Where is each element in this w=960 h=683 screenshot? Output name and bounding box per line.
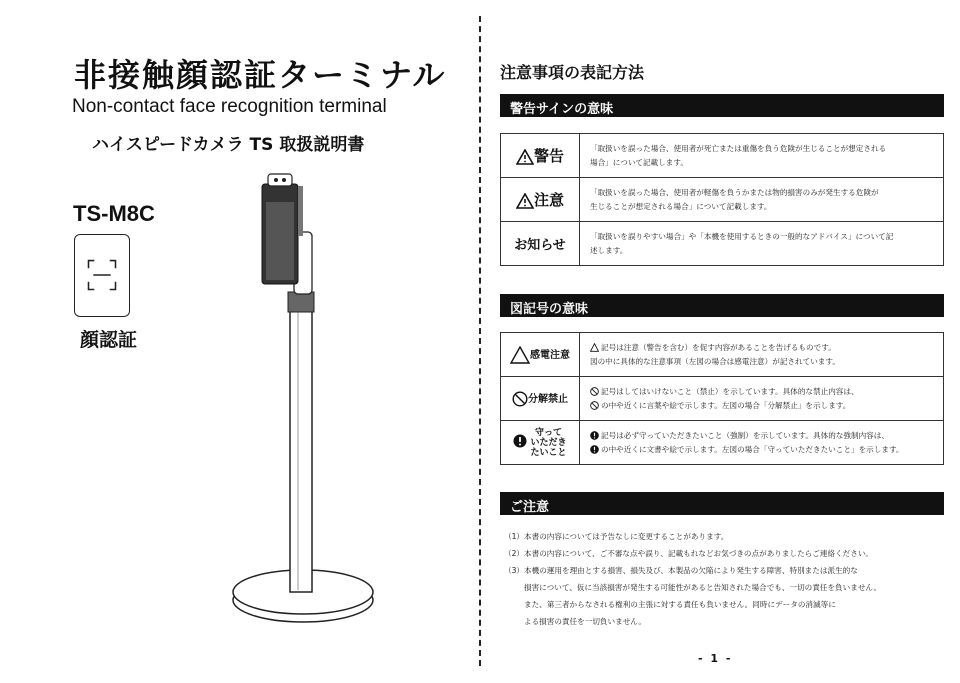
electric-shock-label: 感電注意 bbox=[501, 333, 580, 377]
shock-caution-triangle-icon bbox=[510, 346, 530, 364]
triangle-mark-icon bbox=[590, 343, 599, 352]
caution-description: 「取扱いを誤った場合、使用者が軽傷を負うかまたは物的損害のみが発生する危険が 生じることが想定される場合」について記載します。 bbox=[580, 178, 944, 222]
warning-signs-table bbox=[500, 133, 944, 266]
prohibited-mark-icon bbox=[590, 401, 599, 410]
face-recognition-icon bbox=[74, 234, 130, 317]
warning-label: 警告 bbox=[501, 134, 580, 178]
list-item: 損害について、仮に当該損害が発生する可能性があると告知された場合でも、一切の責任を負いません。 bbox=[524, 583, 882, 592]
warning-signs-header: 警告サインの意味 bbox=[500, 94, 944, 117]
table-row bbox=[501, 134, 944, 178]
disassembly-prohibited-label: 分解禁止 bbox=[501, 377, 580, 421]
mandatory-label: 守って いただき たいこと bbox=[501, 421, 580, 465]
table-row bbox=[501, 222, 944, 266]
page-number: - 1 - bbox=[698, 652, 733, 665]
list-item: よる損害の責任を一切負いません。 bbox=[524, 617, 646, 626]
mandatory-description: 記号は必ず守っていただきたいこと（強制）を示しています。具体的な強制内容は、 の中や近くに文書や絵で示します。左図の場合「守っていただきたいこと」を示します。 bbox=[580, 421, 944, 465]
disassembly-prohibited-description: 記号はしてはいけないこと（禁止）を示しています。具体的な禁止内容は、 の中や近くに言葉や絵で示します。左図の場合「分解禁止」を示します。 bbox=[580, 377, 944, 421]
prohibited-icon bbox=[512, 391, 528, 407]
notice-label: お知らせ bbox=[501, 222, 580, 266]
warning-description: 「取扱いを誤った場合、使用者が死亡または重傷を負う危険が生じることが想定される 場合」について記載します。 bbox=[580, 134, 944, 178]
face-recognition-label: 顔認証 bbox=[80, 329, 138, 351]
list-item: また、第三者からなされる権利の主張に対する責任も負いません。同時にデータの消滅等に bbox=[524, 600, 836, 609]
mandatory-mark-icon bbox=[590, 445, 599, 454]
table-row bbox=[501, 421, 944, 465]
warning-triangle-icon bbox=[516, 149, 534, 165]
mandatory-mark-icon bbox=[590, 431, 599, 440]
notice-list bbox=[504, 528, 944, 630]
subtitle-english: Non-contact face recognition terminal bbox=[72, 96, 387, 117]
table-row bbox=[501, 333, 944, 377]
table-row bbox=[501, 377, 944, 421]
main-title: 非接触顔認証ターミナル bbox=[74, 56, 447, 94]
prohibited-mark-icon bbox=[590, 387, 599, 396]
list-item: （3）本機の運用を理由とする損害、損失及び、本製品の欠陥により発生する障害、特別または派生的な bbox=[504, 566, 858, 575]
table-row bbox=[501, 178, 944, 222]
caution-triangle-icon bbox=[516, 193, 534, 209]
electric-shock-description: 記号は注意（警告を含む）を促す内容があることを告げるものです。 図の中に具体的な注意事項（左図の場合は感電注意）が記されています。 bbox=[580, 333, 944, 377]
caution-label: 注意 bbox=[501, 178, 580, 222]
symbols-table bbox=[500, 332, 944, 465]
symbols-header: 図記号の意味 bbox=[500, 294, 944, 317]
list-item: （2）本書の内容について、ご不審な点や誤り、記載もれなどお気づきの点がありましたらご連絡ください。 bbox=[504, 549, 874, 558]
page-divider bbox=[479, 16, 481, 666]
subtitle-japanese: ハイスピードカメラ TS 取扱説明書 bbox=[92, 135, 365, 155]
terminal-stand-illustration bbox=[228, 170, 378, 630]
section-title: 注意事項の表記方法 bbox=[500, 63, 645, 82]
mandatory-icon bbox=[513, 434, 527, 448]
list-item: （1）本書の内容については予告なしに変更することがあります。 bbox=[504, 532, 729, 541]
notice-description: 「取扱いを誤りやすい場合」や「本機を使用するときの一般的なアドバイス」について記 述します。 bbox=[580, 222, 944, 266]
notice-header: ご注意 bbox=[500, 492, 944, 515]
cover-page bbox=[0, 0, 478, 683]
model-number: TS-M8C bbox=[73, 201, 155, 226]
